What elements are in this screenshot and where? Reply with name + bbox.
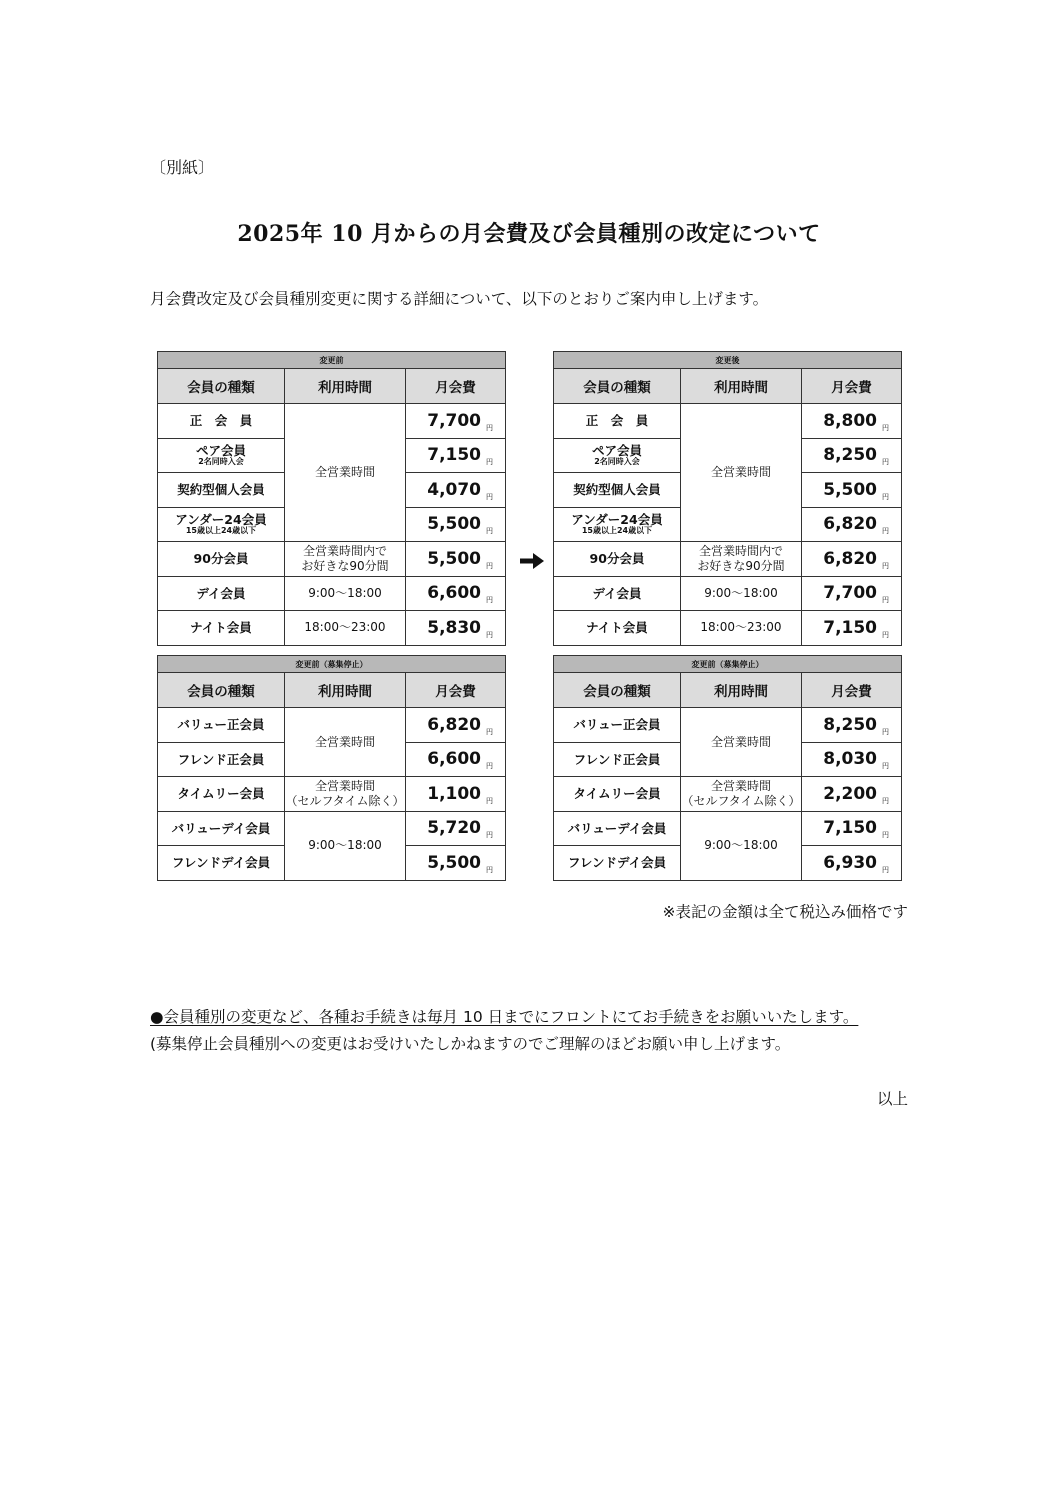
usage-hours: 全営業時間 xyxy=(681,404,802,542)
member-type: 90分会員 xyxy=(158,542,285,577)
usage-hours: 9:00～18:00 xyxy=(285,811,406,880)
table-row xyxy=(158,811,506,846)
monthly-fee: 8,250 $_円$ xyxy=(802,708,902,743)
table-row xyxy=(554,708,902,743)
column-header-hours: 利用時間 xyxy=(285,369,406,404)
member-type: フレンド正会員 xyxy=(554,742,681,777)
monthly-fee: 6,600 $_円$ xyxy=(406,742,506,777)
monthly-fee: 1,100 $_円$ xyxy=(406,777,506,812)
column-header-hours: 利用時間 xyxy=(285,673,406,708)
fee-table-after xyxy=(553,351,902,646)
monthly-fee: 7,150 $_円$ xyxy=(802,811,902,846)
member-type: フレンド正会員 xyxy=(158,742,285,777)
usage-hours: 18:00～23:00 xyxy=(681,611,802,646)
monthly-fee: 7,700 $_円$ xyxy=(802,576,902,611)
table-caption: 変更前（募集停止） xyxy=(158,656,506,673)
member-type: ペア会員 2名同時入会 xyxy=(554,438,681,473)
monthly-fee: 4,070 $_円$ xyxy=(406,473,506,508)
member-type: タイムリー会員 xyxy=(158,777,285,812)
member-type: バリューデイ会員 xyxy=(554,811,681,846)
table-row xyxy=(158,542,506,577)
table-row xyxy=(158,404,506,439)
column-header-fee: 月会費 xyxy=(406,673,506,708)
column-header-type: 会員の種類 xyxy=(158,369,285,404)
procedure-notice: ●会員種別の変更など、各種お手続きは毎月 10 日までにフロントにてお手続きをお願いいたします。 xyxy=(150,1008,859,1026)
member-type: デイ会員 xyxy=(158,576,285,611)
table-row xyxy=(554,576,902,611)
table-caption: 変更前（募集停止） xyxy=(554,656,902,673)
member-type: バリュー正会員 xyxy=(554,708,681,743)
monthly-fee: 7,150 $_円$ xyxy=(406,438,506,473)
member-type: 契約型個人会員 xyxy=(554,473,681,508)
monthly-fee: 7,150 $_円$ xyxy=(802,611,902,646)
table-row xyxy=(158,777,506,812)
column-header-hours: 利用時間 xyxy=(681,673,802,708)
usage-hours: 9:00～18:00 xyxy=(681,811,802,880)
member-type: ペア会員 2名同時入会 xyxy=(158,438,285,473)
monthly-fee: 6,600 $_円$ xyxy=(406,576,506,611)
column-header-hours: 利用時間 xyxy=(681,369,802,404)
monthly-fee: 6,820 $_円$ xyxy=(802,507,902,542)
monthly-fee: 5,500 $_円$ xyxy=(406,542,506,577)
monthly-fee: 8,030 $_円$ xyxy=(802,742,902,777)
monthly-fee: 8,800 $_円$ xyxy=(802,404,902,439)
member-type: アンダー24会員 15歳以上24歳以下 xyxy=(554,507,681,542)
member-type: フレンドデイ会員 xyxy=(158,846,285,881)
monthly-fee: 5,500 $_円$ xyxy=(802,473,902,508)
usage-hours: 全営業時間内で お好きな90分間 xyxy=(285,542,406,577)
member-type: ナイト会員 xyxy=(554,611,681,646)
closing-text: 以上 xyxy=(876,1090,908,1108)
column-header-fee: 月会費 xyxy=(802,369,902,404)
closed-type-notice: (募集停止会員種別への変更はお受けいたしかねますのでご理解のほどお願い申し上げます。 xyxy=(150,1035,791,1053)
member-type: タイムリー会員 xyxy=(554,777,681,812)
arrow-right-icon xyxy=(520,552,544,570)
member-type: 正 会 員 xyxy=(158,404,285,439)
usage-hours: 全営業時間 （セルフタイム除く） xyxy=(681,777,802,812)
monthly-fee: 5,720 $_円$ xyxy=(406,811,506,846)
table-row xyxy=(158,576,506,611)
intro-text: 月会費改定及び会員種別変更に関する詳細について、以下のとおりご案内申し上げます。 xyxy=(150,290,769,308)
monthly-fee: 5,830 $_円$ xyxy=(406,611,506,646)
fee-table-before-closed xyxy=(157,655,506,881)
member-type: バリュー正会員 xyxy=(158,708,285,743)
member-type: バリューデイ会員 xyxy=(158,811,285,846)
tax-note: ※表記の金額は全て税込み価格です xyxy=(662,903,908,921)
member-type: アンダー24会員 15歳以上24歳以下 xyxy=(158,507,285,542)
member-type: 契約型個人会員 xyxy=(158,473,285,508)
fee-table-after-closed xyxy=(553,655,902,881)
member-type: フレンドデイ会員 xyxy=(554,846,681,881)
table-row xyxy=(554,811,902,846)
column-header-fee: 月会費 xyxy=(802,673,902,708)
page-tag: 〔別紙〕 xyxy=(150,158,215,177)
monthly-fee: 5,500 $_円$ xyxy=(406,507,506,542)
usage-hours: 9:00～18:00 xyxy=(285,576,406,611)
monthly-fee: 6,820 $_円$ xyxy=(802,542,902,577)
column-header-type: 会員の種類 xyxy=(554,673,681,708)
table-row xyxy=(158,611,506,646)
table-row xyxy=(158,708,506,743)
table-row xyxy=(554,611,902,646)
column-header-type: 会員の種類 xyxy=(158,673,285,708)
usage-hours: 9:00～18:00 xyxy=(681,576,802,611)
monthly-fee: 6,820 $_円$ xyxy=(406,708,506,743)
monthly-fee: 5,500 $_円$ xyxy=(406,846,506,881)
usage-hours: 全営業時間 xyxy=(681,708,802,777)
monthly-fee: 6,930 $_円$ xyxy=(802,846,902,881)
table-row xyxy=(554,404,902,439)
fee-table-before xyxy=(157,351,506,646)
usage-hours: 18:00～23:00 xyxy=(285,611,406,646)
member-type: ナイト会員 xyxy=(158,611,285,646)
monthly-fee: 8,250 $_円$ xyxy=(802,438,902,473)
table-caption: 変更前 xyxy=(158,352,506,369)
member-type: デイ会員 xyxy=(554,576,681,611)
document-title: 2025年 10 月からの月会費及び会員種別の改定について xyxy=(237,221,821,247)
column-header-type: 会員の種類 xyxy=(554,369,681,404)
usage-hours: 全営業時間 （セルフタイム除く） xyxy=(285,777,406,812)
table-row xyxy=(554,542,902,577)
member-type: 正 会 員 xyxy=(554,404,681,439)
usage-hours: 全営業時間内で お好きな90分間 xyxy=(681,542,802,577)
member-type: 90分会員 xyxy=(554,542,681,577)
usage-hours: 全営業時間 xyxy=(285,708,406,777)
table-caption: 変更後 xyxy=(554,352,902,369)
column-header-fee: 月会費 xyxy=(406,369,506,404)
monthly-fee: 7,700 $_円$ xyxy=(406,404,506,439)
table-row xyxy=(554,777,902,812)
usage-hours: 全営業時間 xyxy=(285,404,406,542)
monthly-fee: 2,200 $_円$ xyxy=(802,777,902,812)
